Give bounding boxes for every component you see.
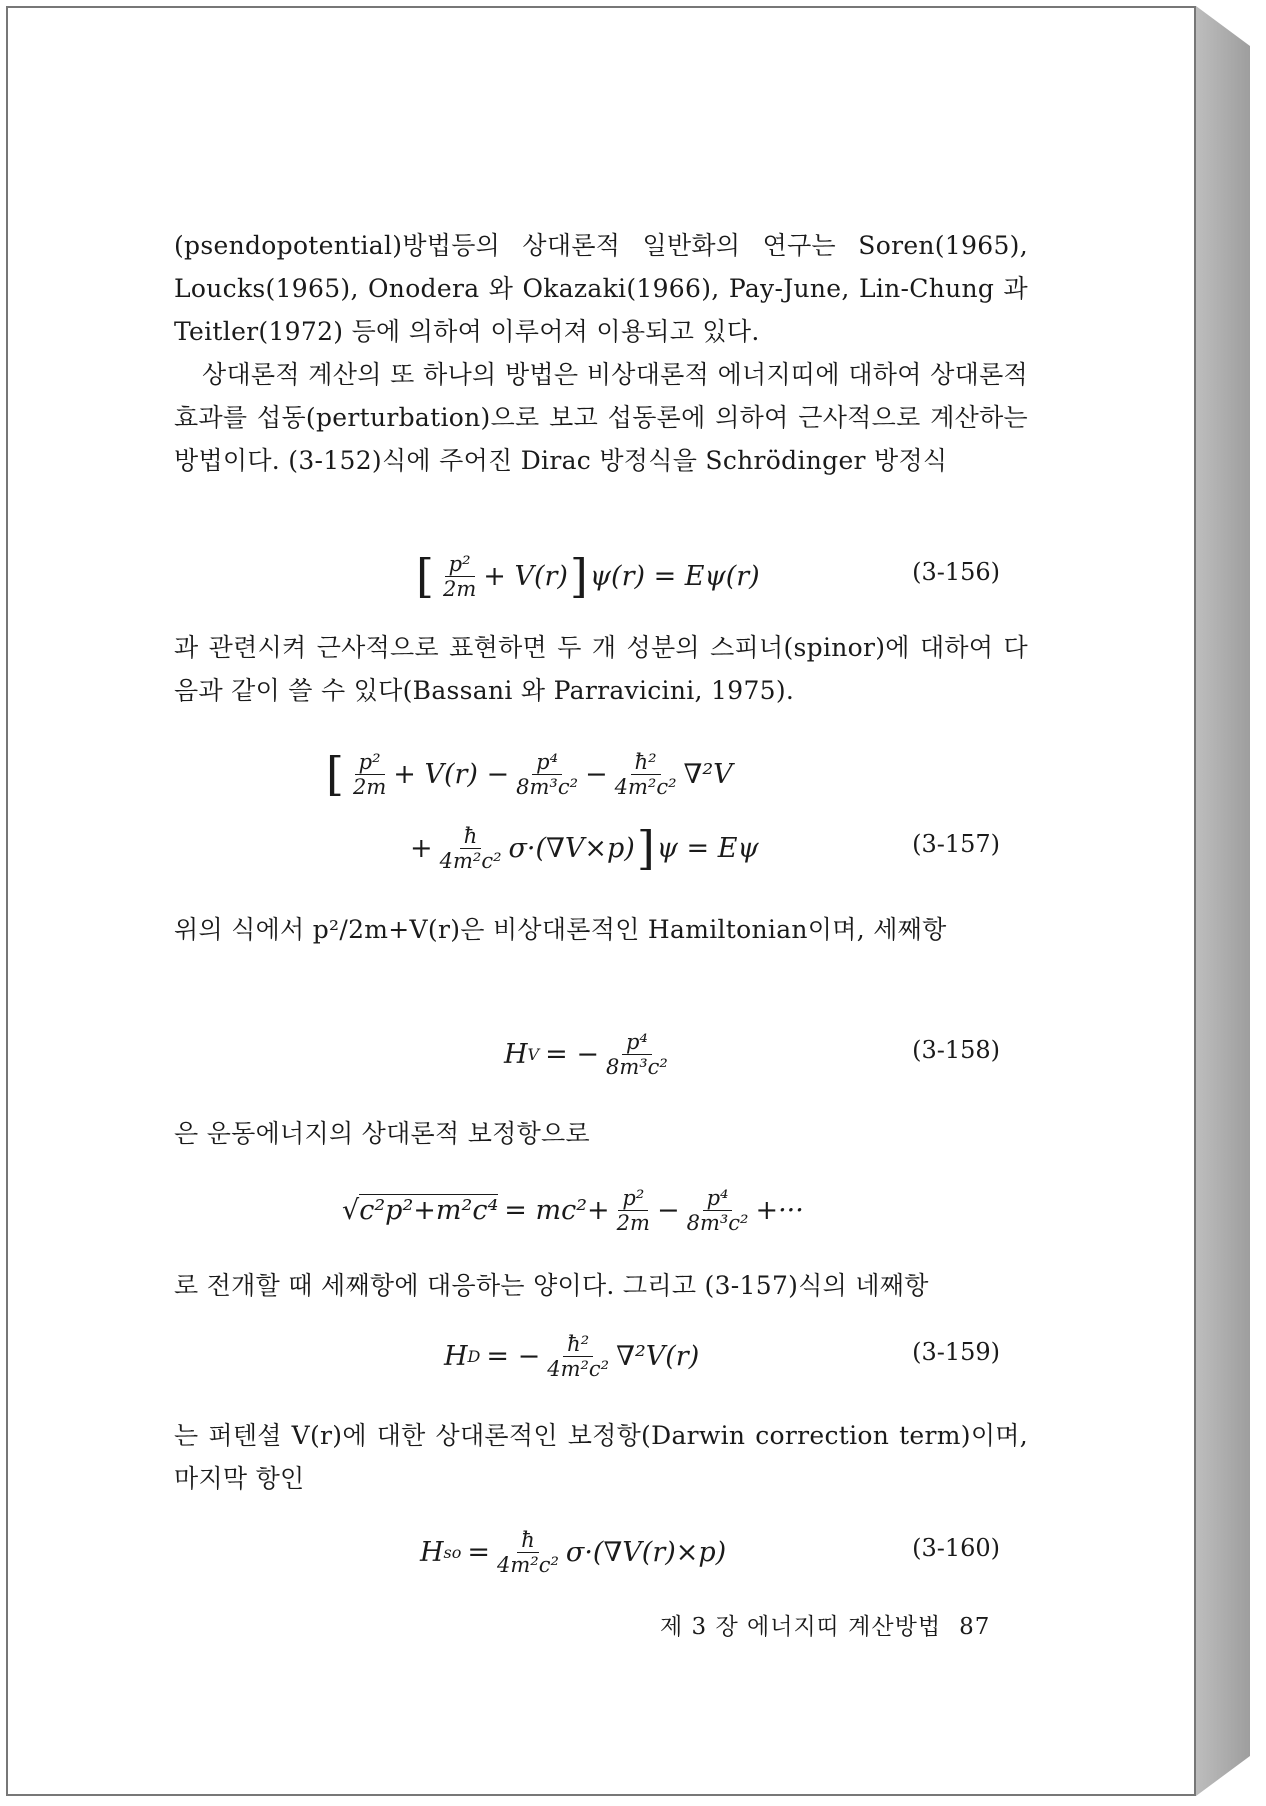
fraction: $\frac{\text{p²}}{2m}$ xyxy=(442,551,477,601)
page-number: 87 xyxy=(959,1614,991,1640)
equation-taylor: √ c²p²+m²c⁴ = mc²+ $\frac{\text{p²}}{2m}$ − $\frac{\text{p⁴}}{\text{8m³c²}}$ +··· xyxy=(342,1185,804,1235)
text-block-top xyxy=(174,224,1028,482)
paragraph-7: 는 퍼텐셜 V(r)에 대한 상대론적인 보정항(Darwin correction term)이며, 마지막 항인 xyxy=(174,1421,1028,1493)
paragraph-4: 위의 식에서 p²/2m+V(r)은 비상대론적인 Hamiltonian이며, 세째항 xyxy=(174,915,947,944)
equation-3-156: [ $\frac{\text{p²}}{2m}$ + V(r) ] ψ(r) = Eψ(r) (3-156) xyxy=(416,549,1000,603)
text-block-4 xyxy=(174,908,1028,951)
equation-number: (3-160) xyxy=(912,1534,1000,1562)
paragraph-6: 로 전개할 때 세째항에 대응하는 양이다. 그리고 (3-157)식의 네째항 xyxy=(174,1271,929,1300)
page-edge xyxy=(1196,6,1250,1796)
equation-3-158: H V = − $\frac{\text{p⁴}}{\text{8m³c²}}$ (3-158) xyxy=(504,1029,1000,1079)
text-block-3 xyxy=(174,626,1028,712)
chapter-title: 제 3 장 에너지띠 계산방법 xyxy=(660,1614,942,1640)
equation-3-157-line-2: + $\frac{ħ}{\text{4m²c²}}$ σ·(∇V×p) ] ψ = Eψ (3-157) xyxy=(410,821,1000,875)
paragraph-5: 은 운동에너지의 상대론적 보정항으로 xyxy=(174,1119,590,1148)
text-block-6 xyxy=(174,1264,1028,1307)
equation-3-157-line-1: [ $\frac{\text{p²}}{2m}$ + V(r) − $\frac{\text{p⁴}}{\text{8m³c²}}$ − $\frac{\text{ħ²}}{\text{4m²c²}}$ ∇²V xyxy=(326,747,733,801)
equation-3-159: H D = − $\frac{\text{ħ²}}{\text{4m²c²}}$ ∇²V(r) (3-159) xyxy=(444,1331,1000,1381)
paragraph-2: 상대론적 계산의 또 하나의 방법은 비상대론적 에너지띠에 대하여 상대론적 효과를 섭동(perturbation)으로 보고 섭동론에 의하여 근사적으로 계산하는 방법이다. (3-152)식에 주어진 Dirac 방정식을 Schrödinger 방정식 xyxy=(174,360,1028,475)
equation-3-160: H so = $\frac{ħ}{\text{4m²c²}}$ σ·(∇V(r)×p) (3-160) xyxy=(420,1527,1000,1577)
equation-number: (3-156) xyxy=(912,558,1000,586)
paragraph-1: (psendopotential)방법등의 상대론적 일반화의 연구는 Soren(1965), Loucks(1965), Onodera 와 Okazaki(1966), Pay-June, Lin-Chung 과 Teitler(1972) 등에 의하여 이루어져 이용되고 있다. xyxy=(174,231,1028,346)
equation-number: (3-159) xyxy=(912,1338,1000,1366)
equation-number: (3-158) xyxy=(912,1036,1000,1064)
paragraph-3: 과 관련시켜 근사적으로 표현하면 두 개 성분의 스피너(spinor)에 대하여 다음과 같이 쓸 수 있다(Bassani 와 Parravicini, 1975). xyxy=(174,633,1028,705)
page-footer xyxy=(660,1608,990,1641)
text-block-7 xyxy=(174,1414,1028,1500)
equation-number: (3-157) xyxy=(912,830,1000,858)
text-block-5 xyxy=(174,1112,1028,1155)
